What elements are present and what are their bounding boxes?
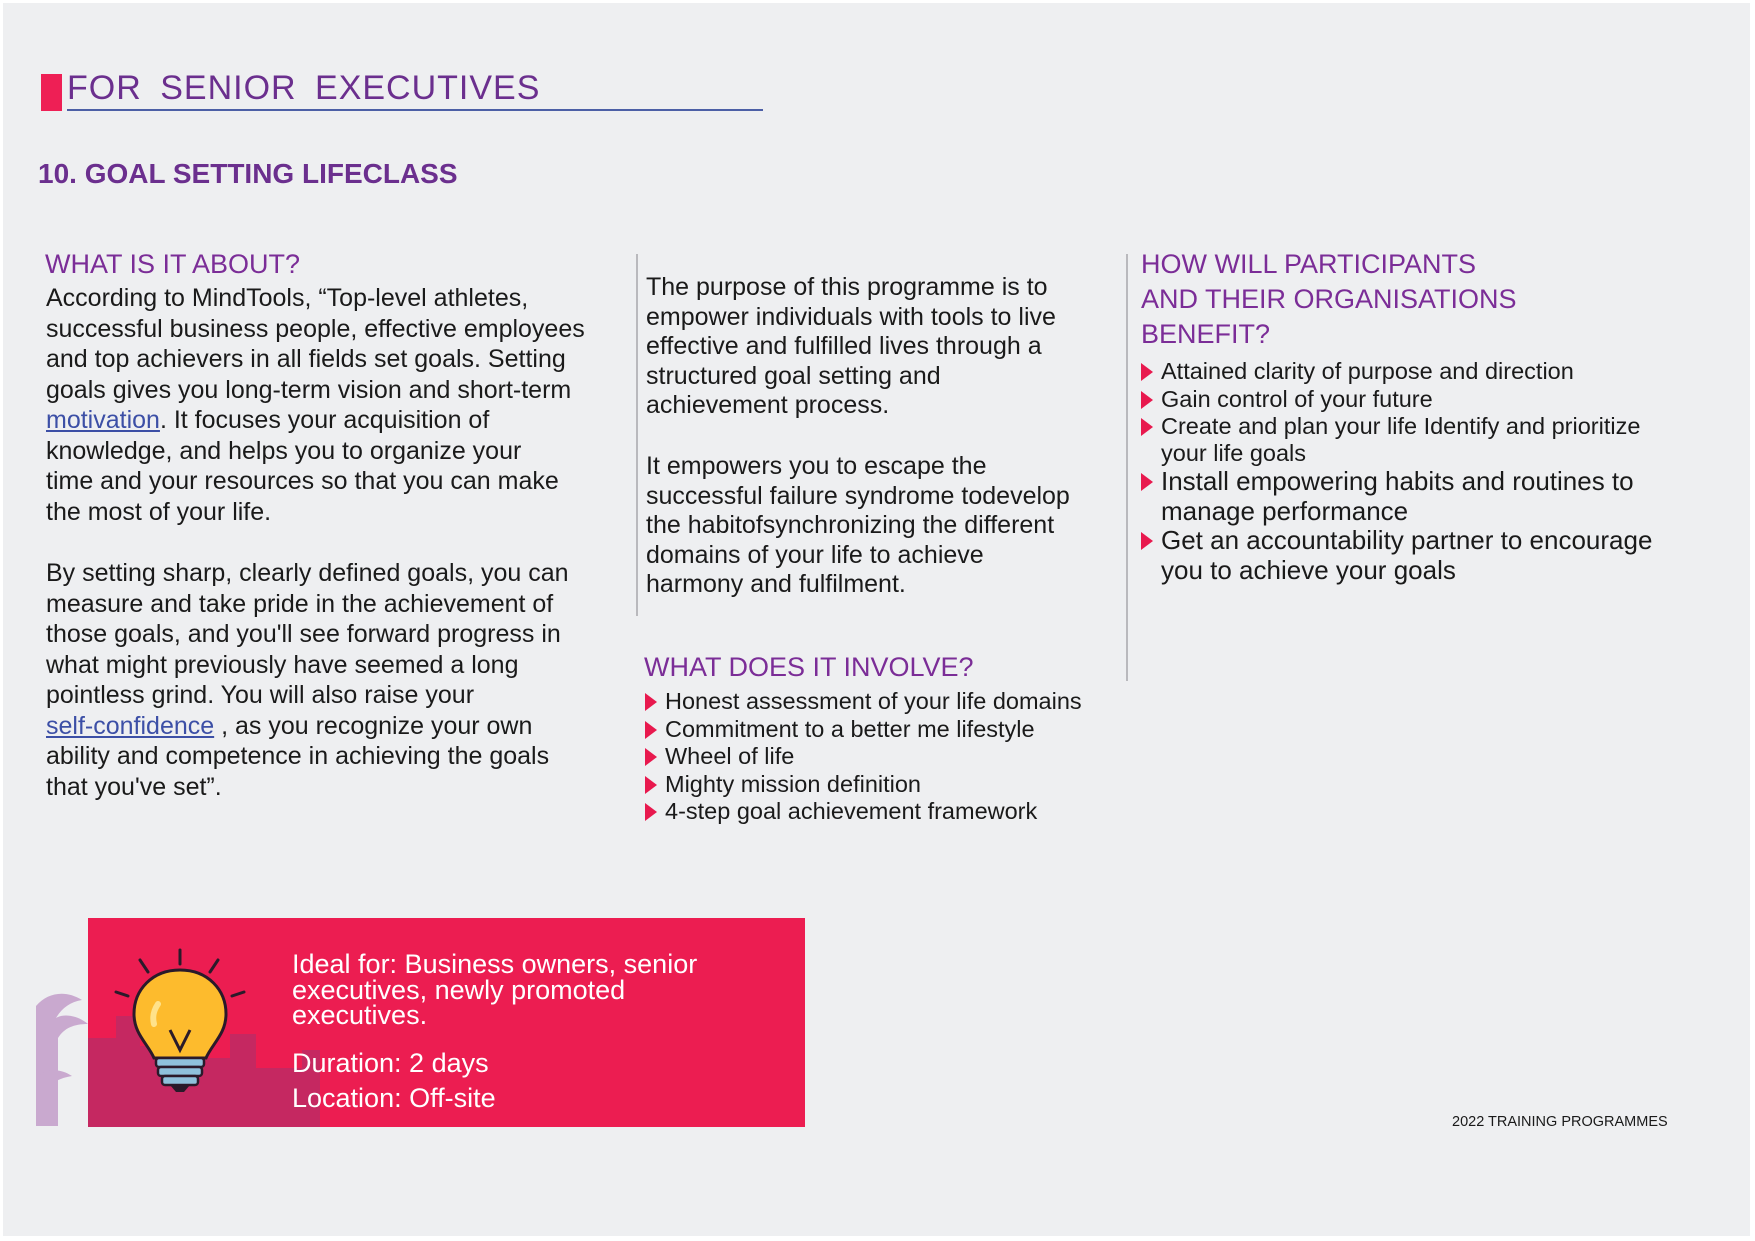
involve-list (645, 688, 1082, 826)
benefit-list (1141, 358, 1652, 585)
bullet-arrow-icon (1141, 418, 1153, 436)
list-item (1141, 413, 1652, 467)
self-confidence-link[interactable]: self-confidence (46, 711, 215, 740)
programme-title: 10. GOAL SETTING LIFECLASS (38, 158, 458, 189)
list-item-text: Honest assessment of your life domains (665, 688, 1082, 714)
list-item (1141, 467, 1652, 526)
column-divider (636, 254, 638, 616)
list-item (645, 688, 1082, 716)
list-item-text: Wheel of life (665, 743, 795, 769)
text-line: harmony and fulfilment. (646, 570, 906, 598)
list-item (1141, 386, 1652, 414)
list-item (645, 771, 1082, 799)
list-item-text: Mighty mission definition (665, 770, 921, 797)
text-fragment: , as you recognize your own (214, 711, 533, 740)
list-item (1141, 526, 1652, 585)
text-line: successful business people, effective employees (46, 314, 585, 343)
benefit-heading-line: BENEFIT? (1141, 319, 1271, 349)
text-line: knowledge, and helps you to organize your (46, 436, 522, 465)
list-item-text: Get an accountability partner to encourage (1161, 525, 1653, 555)
bullet-arrow-icon (1141, 473, 1153, 491)
list-item-text: manage performance (1161, 495, 1409, 526)
benefit-heading-line: AND THEIR ORGANISATIONS (1141, 284, 1517, 314)
list-item-text: Install empowering habits and routines to (1161, 466, 1634, 496)
text-line: According to MindTools, “Top-level athletes, (46, 284, 529, 312)
bullet-arrow-icon (1141, 532, 1153, 550)
text-line: empower individuals with tools to live (646, 302, 1056, 331)
about-heading: WHAT IS IT ABOUT? (45, 249, 301, 279)
text-line: ability and competence in achieving the goals (46, 742, 550, 770)
list-item (645, 798, 1082, 826)
bullet-arrow-icon (645, 776, 657, 794)
section-header-title: FOR SENIOR EXECUTIVES (67, 69, 541, 107)
text-line: structured goal setting and (646, 361, 941, 390)
ideal-for-text: executives, newly promoted (292, 974, 626, 1005)
text-line: successful failure syndrome todevelop (646, 481, 1070, 510)
text-line: the most of your life. (46, 497, 272, 526)
motivation-link[interactable]: motivation (46, 406, 160, 434)
duration-text: Duration: 2 days (292, 1047, 489, 1078)
text-line: time and your resources so that you can make (46, 467, 559, 495)
text-line: those goals, and you'll see forward progress in (46, 620, 561, 648)
purpose-paragraph-1 (646, 273, 1056, 421)
text-line: achievement process. (646, 391, 890, 419)
bullet-arrow-icon (645, 693, 657, 711)
header-accent-bar (41, 74, 62, 111)
info-box-text (292, 949, 698, 1113)
palm-tree-silhouette (36, 990, 96, 1126)
text-line: the habitofsynchronizing the different (646, 511, 1055, 539)
list-item (1141, 358, 1652, 386)
involve-heading: WHAT DOES IT INVOLVE? (644, 652, 974, 682)
ideal-for-text: Ideal for: Business owners, senior (292, 949, 698, 979)
list-item (645, 716, 1082, 744)
list-item-text: Attained clarity of purpose and direction (1161, 358, 1574, 384)
bullet-arrow-icon (645, 721, 657, 739)
benefit-heading-line: HOW WILL PARTICIPANTS (1141, 249, 1477, 279)
list-item (645, 743, 1082, 771)
text-line: By setting sharp, clearly defined goals, you can (46, 559, 569, 587)
text-line: and top achievers in all fields set goals. Setting (46, 345, 566, 373)
text-line: pointless grind. You will also raise your (46, 681, 475, 709)
text-line (46, 711, 569, 742)
text-line: goals gives you long-term vision and short-term (46, 375, 572, 404)
purpose-paragraph-2 (646, 452, 1070, 600)
lightbulb-icon (104, 946, 254, 1096)
text-line: measure and take pride in the achievement of (46, 589, 554, 618)
text-fragment: . It focuses your acquisition of (159, 406, 490, 434)
bullet-arrow-icon (1141, 363, 1153, 381)
about-paragraph-2 (46, 558, 569, 802)
list-item-text: Commitment to a better me lifestyle (665, 715, 1035, 742)
text-line: what might previously have seemed a long (46, 650, 519, 679)
list-item-text: your life goals (1161, 440, 1306, 466)
text-line: effective and fulfilled lives through a (646, 332, 1042, 360)
location-text: Location: Off-site (292, 1083, 496, 1113)
benefit-heading (1141, 247, 1517, 352)
text-line: domains of your life to achieve (646, 540, 984, 569)
text-line (46, 405, 585, 436)
text-line: The purpose of this programme is to (646, 273, 1048, 301)
list-item-text: 4-step goal achievement framework (665, 798, 1038, 824)
list-item-text: Gain control of your future (1161, 385, 1433, 412)
text-line: that you've set”. (46, 772, 222, 801)
list-item-text: Create and plan your life Identify and prioritize (1161, 413, 1641, 439)
bullet-arrow-icon (1141, 391, 1153, 409)
list-item-text: you to achieve your goals (1161, 554, 1456, 585)
footer-label: 2022 TRAINING PROGRAMMES (1452, 1114, 1668, 1130)
header-underline (67, 109, 763, 111)
text-line: It empowers you to escape the (646, 452, 987, 480)
bullet-arrow-icon (645, 748, 657, 766)
about-paragraph-1 (46, 283, 585, 527)
bullet-arrow-icon (645, 803, 657, 821)
column-divider (1126, 254, 1128, 681)
ideal-for-text: executives. (292, 1000, 428, 1030)
